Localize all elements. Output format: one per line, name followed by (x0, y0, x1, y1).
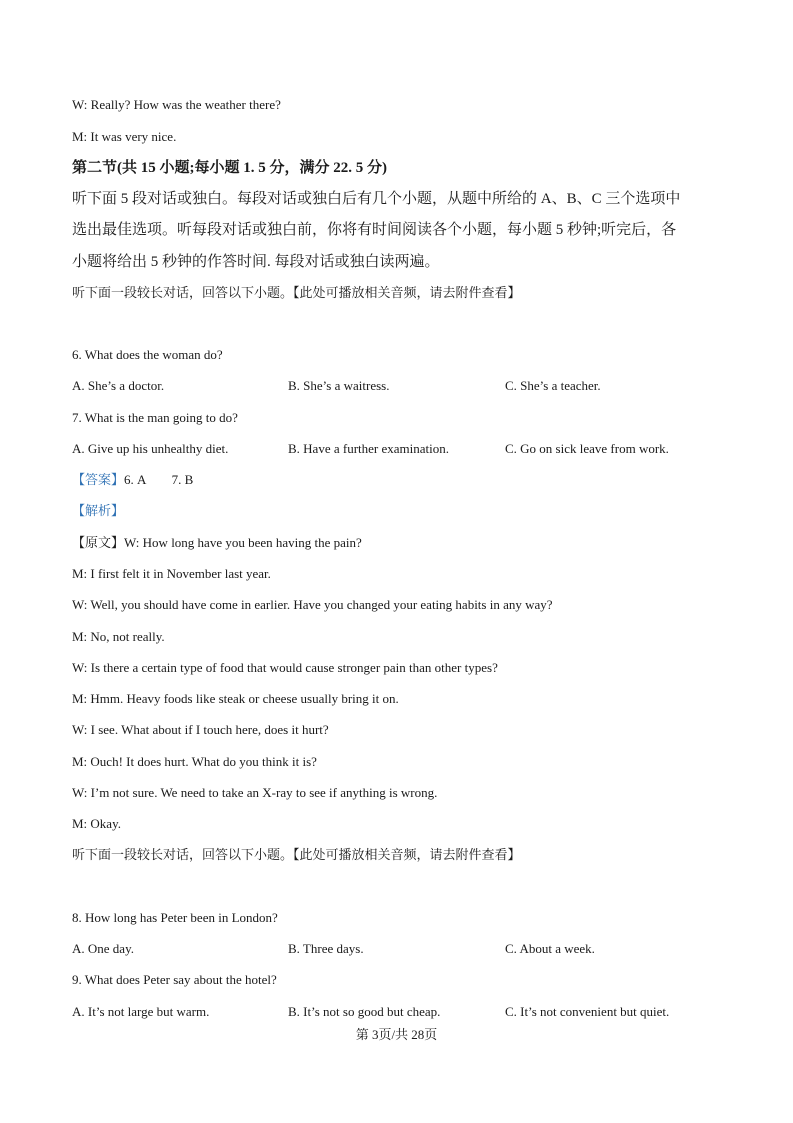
option-7c: C. Go on sick leave from work. (505, 441, 669, 456)
option-6a: A. She’s a doctor. (72, 378, 165, 393)
option-8a: A. One day. (72, 941, 134, 956)
option-7b: B. Have a further examination. (288, 441, 449, 456)
audio-note: 听下面一段较长对话，回答以下小题。【此处可播放相关音频，请去附件查看】 (72, 285, 521, 300)
answer-text: 6. A 7. B (124, 472, 194, 487)
option-8c: C. About a week. (505, 941, 595, 956)
section-instruction-2: 选出最佳选项。听每段对话或独白前，你将有时间阅读各个小题，每小题 5 秒钟;听完后，各 (72, 222, 677, 238)
option-9b: B. It’s not so good but cheap. (288, 1004, 441, 1019)
option-8b: B. Three days. (288, 941, 364, 956)
answer-label: 【答案】 (72, 472, 125, 487)
transcript-label: 【原文】 (72, 535, 125, 550)
dialog-w-line: W: Really? How was the weather there? (72, 97, 281, 112)
transcript-line (72, 535, 362, 551)
option-6b: B. She’s a waitress. (288, 378, 390, 393)
question-6: 6. What does the woman do? (72, 347, 223, 362)
dialog-m-line: M: It was very nice. (72, 129, 177, 144)
transcript-line: M: I first felt it in November last year. (72, 566, 271, 581)
transcript-line: W: I’m not sure. We need to take an X-ray to see if anything is wrong. (72, 785, 438, 800)
section-title: 第二节(共 15 小题;每小题 1. 5 分，满分 22. 5 分) (72, 160, 387, 176)
analysis-label: 【解析】 (72, 503, 125, 518)
question-9: 9. What does Peter say about the hotel? (72, 972, 277, 987)
section-instruction-1: 听下面 5 段对话或独白。每段对话或独白后有几个小题，从题中所给的 A、B、C 三个选项中 (72, 191, 681, 207)
transcript-line: W: Is there a certain type of food that would cause stronger pain than other types? (72, 660, 498, 675)
question-8: 8. How long has Peter been in London? (72, 910, 278, 925)
transcript-line: M: Ouch! It does hurt. What do you think it is? (72, 754, 317, 769)
option-7a: A. Give up his unhealthy diet. (72, 441, 229, 456)
audio-note: 听下面一段较长对话，回答以下小题。【此处可播放相关音频，请去附件查看】 (72, 847, 521, 862)
option-9c: C. It’s not convenient but quiet. (505, 1004, 670, 1019)
option-6c: C. She’s a teacher. (505, 378, 601, 393)
option-9a: A. It’s not large but warm. (72, 1004, 210, 1019)
transcript-line: W: Well, you should have come in earlier. Have you changed your eating habits in any way? (72, 597, 553, 612)
question-7: 7. What is the man going to do? (72, 410, 238, 425)
transcript-line: M: No, not really. (72, 629, 165, 644)
transcript-text: W: How long have you been having the pain? (124, 535, 362, 550)
section-instruction-3: 小题将给出 5 秒钟的作答时间. 每段对话或独白读两遍。 (72, 254, 440, 270)
transcript-line: M: Okay. (72, 816, 121, 831)
answer-line (72, 472, 193, 488)
transcript-line: M: Hmm. Heavy foods like steak or cheese usually bring it on. (72, 691, 399, 706)
page-footer: 第 3页/共 28页 (355, 1027, 438, 1042)
transcript-line: W: I see. What about if I touch here, does it hurt? (72, 722, 329, 737)
